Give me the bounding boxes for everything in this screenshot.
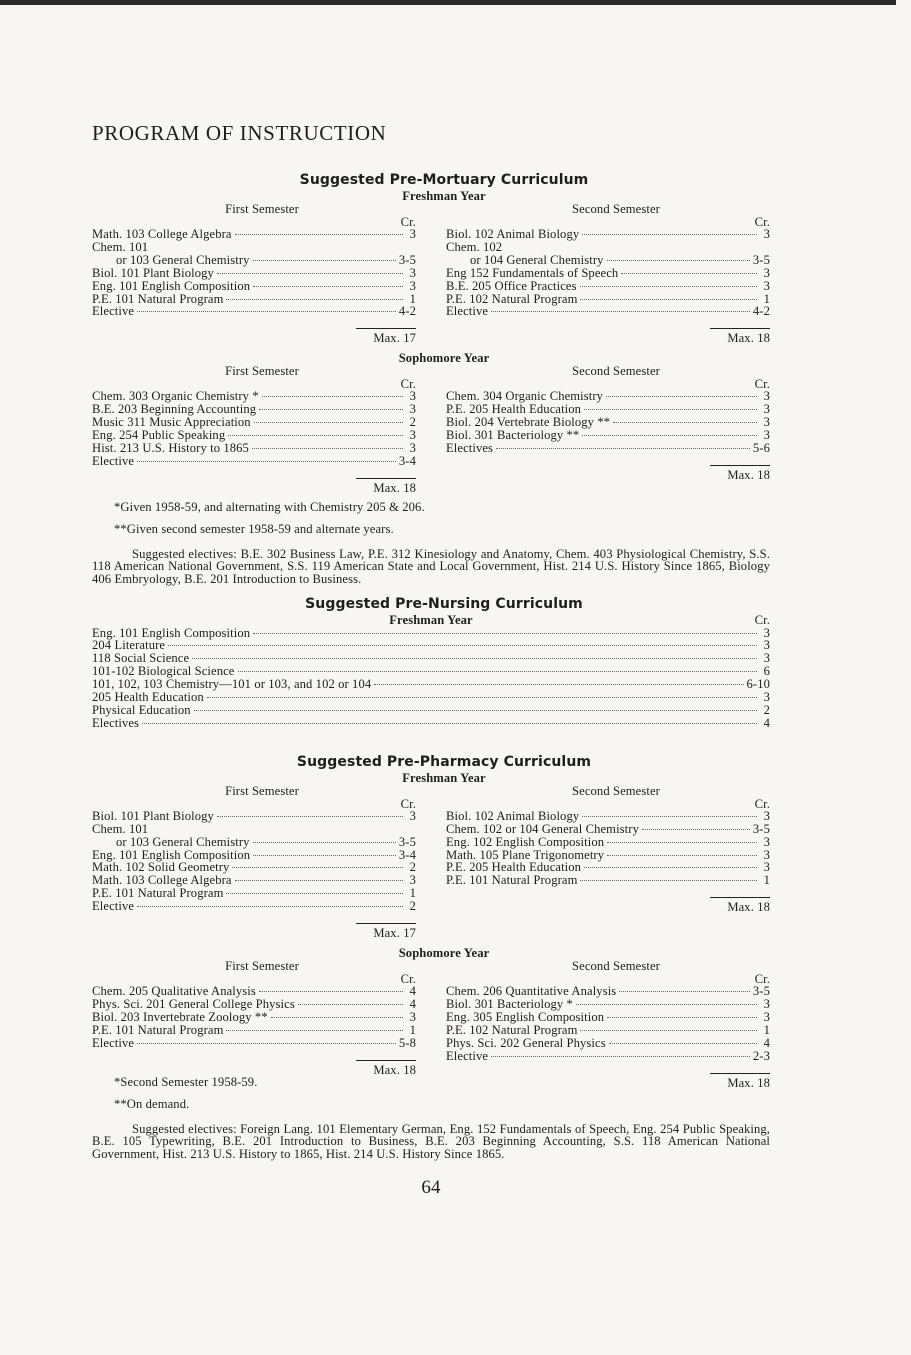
course-row xyxy=(92,810,416,823)
page-number: 64 xyxy=(421,1177,441,1199)
course-row xyxy=(446,241,770,254)
dot-leader xyxy=(217,273,403,274)
course-name: P.E. 205 Health Education xyxy=(446,402,582,417)
course-credits: 1 xyxy=(409,1022,416,1037)
dot-leader xyxy=(298,1004,403,1005)
course-row xyxy=(92,267,416,280)
semester-columns xyxy=(92,960,770,1089)
semester-column xyxy=(92,960,416,1089)
dot-leader xyxy=(606,396,757,397)
course-credits: 2-3 xyxy=(752,1048,770,1063)
course-name: 118 Social Science xyxy=(92,651,190,666)
course-credits: 3 xyxy=(409,440,416,455)
course-row xyxy=(92,280,416,293)
max-credits-row xyxy=(446,1073,770,1090)
course-name: Electives xyxy=(446,440,494,455)
suggested-electives: Suggested electives: B.E. 302 Business Law, P.E. 312 Kinesiology and Anatomy, Chem. 403 Physiological Chemistry, S.S. 118 American National Government, S.S. 119 American State and Local Government, Hist. 214 U.S. History Since 1865, Biology 406 Embryology, B.E. 201 Introduction to Business. xyxy=(92,546,770,586)
course-credits: 3-5 xyxy=(398,834,416,849)
max-credits-row xyxy=(446,328,770,345)
course-name: Hist. 213 U.S. History to 1865 xyxy=(92,440,249,455)
course-credits: 3 xyxy=(763,651,770,666)
year-heading: Sophomore Year xyxy=(398,946,490,961)
course-name: Chem. 206 Quantitative Analysis xyxy=(446,984,617,999)
course-credits: 5-8 xyxy=(398,1035,416,1050)
course-name: Math. 103 College Algebra xyxy=(92,873,232,888)
dot-leader xyxy=(137,906,403,907)
credit-header: Cr. xyxy=(400,377,416,392)
course-name: or 103 General Chemistry xyxy=(116,834,250,849)
course-name: Biol. 301 Bacteriology * xyxy=(446,996,573,1011)
dot-leader xyxy=(137,311,396,312)
dot-leader xyxy=(253,855,396,856)
course-name: P.E. 101 Natural Program xyxy=(92,291,224,306)
course-name: Elective xyxy=(92,453,135,468)
course-name: Chem. 304 Organic Chemistry xyxy=(446,389,604,404)
nursing-year-header xyxy=(92,613,770,627)
course-row xyxy=(446,442,770,455)
course-credits: 3 xyxy=(763,415,770,430)
course-credits: 2 xyxy=(409,860,416,875)
course-name: Math. 103 College Algebra xyxy=(92,227,232,241)
semester-heading: Second Semester xyxy=(572,202,660,216)
dot-leader xyxy=(582,816,757,817)
dot-leader xyxy=(609,1043,757,1044)
max-credits: Max. 18 xyxy=(710,465,770,482)
dot-leader xyxy=(235,234,403,235)
dot-leader xyxy=(228,435,403,436)
dot-leader xyxy=(254,422,403,423)
course-row xyxy=(446,874,770,887)
curriculum-title: Suggested Pre-Pharmacy Curriculum xyxy=(296,753,592,770)
course-row xyxy=(446,1037,770,1050)
max-credits: Max. 18 xyxy=(710,897,770,914)
course-credits: 3 xyxy=(409,227,416,241)
dot-leader xyxy=(580,299,757,300)
course-row xyxy=(92,887,416,900)
dot-leader xyxy=(226,893,403,894)
course-credits: 5-6 xyxy=(752,440,770,455)
course-credits: 3 xyxy=(763,860,770,875)
dot-leader xyxy=(253,842,396,843)
course-credits: 4 xyxy=(409,996,416,1011)
course-credits: 6-10 xyxy=(746,677,770,692)
dot-leader xyxy=(137,461,396,462)
course-name: Chem. 101 xyxy=(92,239,149,254)
max-credits: Max. 18 xyxy=(710,328,770,345)
course-row xyxy=(446,280,770,293)
pre-mortuary-section xyxy=(92,172,770,586)
course-row xyxy=(92,704,770,717)
course-credits: 3-5 xyxy=(752,984,770,999)
course-row xyxy=(92,717,770,730)
course-credits: 3 xyxy=(763,227,770,241)
course-name: Chem. 102 xyxy=(446,239,503,254)
course-row xyxy=(92,823,416,836)
semester-heading: Second Semester xyxy=(572,364,660,379)
course-row xyxy=(446,1011,770,1024)
course-credits: 3 xyxy=(763,690,770,705)
course-name: Biol. 301 Bacteriology ** xyxy=(446,428,580,443)
dot-leader xyxy=(235,880,403,881)
semester-columns xyxy=(92,203,770,345)
credit-header: Cr. xyxy=(754,796,770,811)
course-name: B.E. 205 Office Practices xyxy=(446,278,577,293)
course-credits: 3 xyxy=(763,996,770,1011)
dot-leader xyxy=(253,260,396,261)
max-credits-row xyxy=(446,897,770,914)
course-credits: 3 xyxy=(763,402,770,417)
course-row xyxy=(446,836,770,849)
dot-leader xyxy=(584,409,757,410)
year-heading: Freshman Year xyxy=(389,612,473,627)
course-row xyxy=(92,1037,416,1050)
course-name: Chem. 205 Qualitative Analysis xyxy=(92,984,256,999)
dot-leader xyxy=(217,816,403,817)
course-name: P.E. 102 Natural Program xyxy=(446,291,578,306)
course-row xyxy=(92,639,770,652)
semester-heading: First Semester xyxy=(225,364,299,379)
dot-leader xyxy=(491,311,750,312)
course-name: P.E. 101 Natural Program xyxy=(92,1022,224,1037)
course-name: or 103 General Chemistry xyxy=(116,252,250,267)
course-row xyxy=(446,810,770,823)
max-credits: Max. 18 xyxy=(356,1060,416,1077)
year-heading: Sophomore Year xyxy=(398,351,490,366)
course-credits: 2 xyxy=(409,415,416,430)
semester-column xyxy=(92,203,416,345)
dot-leader xyxy=(259,409,403,410)
course-name: Biol. 101 Plant Biology xyxy=(92,265,214,280)
footnote: *Second Semester 1958-59. xyxy=(114,1074,258,1089)
course-name: Elective xyxy=(92,1035,135,1050)
max-credits-row xyxy=(446,465,770,482)
course-row xyxy=(446,429,770,442)
course-name: Eng. 305 English Composition xyxy=(446,1009,605,1024)
dot-leader xyxy=(226,299,403,300)
course-name: Phys. Sci. 202 General Physics xyxy=(446,1035,606,1050)
dot-leader xyxy=(582,234,757,235)
course-name: P.E. 102 Natural Program xyxy=(446,1022,578,1037)
course-row xyxy=(446,823,770,836)
semester-column xyxy=(92,785,416,940)
course-row xyxy=(446,1024,770,1037)
course-credits: 4-2 xyxy=(398,304,416,319)
course-credits: 1 xyxy=(763,873,770,888)
course-row xyxy=(92,836,416,849)
max-credits-row xyxy=(92,478,416,495)
course-credits: 4 xyxy=(763,715,770,730)
course-credits: 3 xyxy=(763,389,770,404)
max-credits-row xyxy=(92,923,416,940)
course-name: Biol. 101 Plant Biology xyxy=(92,808,214,823)
course-row xyxy=(92,293,416,306)
dot-leader xyxy=(192,658,757,659)
dot-leader xyxy=(207,697,757,698)
dot-leader xyxy=(607,260,750,261)
semester-heading: Second Semester xyxy=(572,783,660,798)
course-name: Phys. Sci. 201 General College Physics xyxy=(92,996,295,1011)
dot-leader xyxy=(271,1017,403,1018)
course-row xyxy=(92,228,416,241)
dot-leader xyxy=(374,684,743,685)
course-row xyxy=(92,254,416,267)
course-credits: 3-5 xyxy=(752,821,770,836)
course-name: Eng 152 Fundamentals of Speech xyxy=(446,265,619,280)
course-name: 101, 102, 103 Chemistry—101 or 103, and 102 or 104 xyxy=(92,677,372,692)
course-name: 204 Literature xyxy=(92,638,166,653)
course-row xyxy=(92,1011,416,1024)
max-credits: Max. 18 xyxy=(356,478,416,495)
course-credits: 3 xyxy=(763,1009,770,1024)
course-row xyxy=(446,998,770,1011)
course-name: Biol. 204 Vertebrate Biology ** xyxy=(446,415,611,430)
credit-header: Cr. xyxy=(754,215,770,229)
dot-leader xyxy=(496,448,750,449)
course-row xyxy=(446,305,770,318)
course-row xyxy=(92,1024,416,1037)
course-credits: 4 xyxy=(409,984,416,999)
max-credits-row xyxy=(92,328,416,345)
semester-heading: First Semester xyxy=(225,202,299,216)
footnote: *Given 1958-59, and alternating with Chemistry 205 & 206. xyxy=(114,499,425,514)
course-credits: 2 xyxy=(409,899,416,914)
year-heading: Freshman Year xyxy=(402,189,486,203)
course-name: Elective xyxy=(92,899,135,914)
course-name: Chem. 102 or 104 General Chemistry xyxy=(446,821,639,836)
course-credits: 3 xyxy=(409,265,416,280)
course-row xyxy=(92,305,416,318)
course-credits: 3 xyxy=(409,1009,416,1024)
semester-column xyxy=(446,785,770,940)
course-credits: 3 xyxy=(763,625,770,640)
dot-leader xyxy=(642,829,750,830)
dot-leader xyxy=(262,396,403,397)
course-credits: 3 xyxy=(409,428,416,443)
course-name: 205 Health Education xyxy=(92,690,204,705)
credit-header: Cr. xyxy=(400,215,416,229)
course-credits: 4-2 xyxy=(752,304,770,319)
course-row xyxy=(92,455,416,468)
dot-leader xyxy=(582,435,757,436)
course-row xyxy=(446,293,770,306)
course-name: Chem. 303 Organic Chemistry * xyxy=(92,389,259,404)
footnote: **Given second semester 1958-59 and alternate years. xyxy=(114,521,394,536)
dot-leader xyxy=(232,867,403,868)
course-name: Biol. 102 Animal Biology xyxy=(446,808,580,823)
semester-heading: First Semester xyxy=(225,783,299,798)
course-name: Eng. 101 English Composition xyxy=(92,847,251,862)
course-name: P.E. 101 Natural Program xyxy=(446,873,578,888)
dot-leader xyxy=(584,867,757,868)
course-credits: 3-4 xyxy=(398,847,416,862)
course-credits: 3 xyxy=(763,265,770,280)
max-credits: Max. 17 xyxy=(356,923,416,940)
semester-column xyxy=(92,365,416,494)
dot-leader xyxy=(576,1004,757,1005)
course-credits: 3 xyxy=(409,278,416,293)
dot-leader xyxy=(194,710,757,711)
course-row xyxy=(446,267,770,280)
course-name: P.E. 101 Natural Program xyxy=(92,886,224,901)
course-row xyxy=(92,691,770,704)
course-row xyxy=(92,627,770,640)
dot-leader xyxy=(142,723,757,724)
course-name: Physical Education xyxy=(92,703,191,717)
credit-header: Cr. xyxy=(400,972,416,987)
credit-header: Cr. xyxy=(754,972,770,987)
course-name: Elective xyxy=(446,1048,489,1063)
semester-columns xyxy=(92,365,770,494)
course-name: Music 311 Music Appreciation xyxy=(92,415,251,430)
credit-header: Cr. xyxy=(400,796,416,811)
course-credits: 3 xyxy=(763,808,770,823)
dot-leader xyxy=(621,273,757,274)
course-list xyxy=(92,627,770,730)
max-credits: Max. 17 xyxy=(356,328,416,345)
semester-column xyxy=(446,960,770,1089)
course-row xyxy=(92,241,416,254)
course-credits: 4 xyxy=(763,1035,770,1050)
course-credits: 1 xyxy=(763,1022,770,1037)
year-heading: Freshman Year xyxy=(402,770,486,785)
footnote: **On demand. xyxy=(114,1096,190,1111)
page-title: PROGRAM OF INSTRUCTION xyxy=(92,121,387,145)
semester-heading: First Semester xyxy=(225,959,299,974)
dot-leader xyxy=(259,991,403,992)
dot-leader xyxy=(238,671,758,672)
course-credits: 3 xyxy=(763,638,770,653)
course-credits: 1 xyxy=(763,291,770,306)
curriculum-title: Suggested Pre-Mortuary Curriculum xyxy=(299,172,589,188)
dot-leader xyxy=(580,286,757,287)
semester-column xyxy=(446,365,770,494)
pre-nursing-section xyxy=(92,596,770,730)
course-name: Math. 105 Plane Trigonometry xyxy=(446,847,605,862)
course-name: B.E. 203 Beginning Accounting xyxy=(92,402,257,417)
course-name: Math. 102 Solid Geometry xyxy=(92,860,230,875)
course-credits: 1 xyxy=(409,291,416,306)
course-credits: 3-5 xyxy=(752,252,770,267)
dot-leader xyxy=(580,1030,757,1031)
course-name: Biol. 203 Invertebrate Zoology ** xyxy=(92,1009,268,1024)
course-credits: 3 xyxy=(409,873,416,888)
course-row xyxy=(446,1050,770,1063)
course-row xyxy=(92,442,416,455)
pre-pharmacy-section xyxy=(92,754,770,1160)
course-name: Eng. 102 English Composition xyxy=(446,834,605,849)
course-credits: 3 xyxy=(763,847,770,862)
dot-leader xyxy=(491,1056,750,1057)
curriculum-title: Suggested Pre-Nursing Curriculum xyxy=(305,595,583,612)
dot-leader xyxy=(252,448,403,449)
course-credits: 3-5 xyxy=(398,252,416,267)
course-name: Eng. 254 Public Speaking xyxy=(92,428,226,443)
course-row xyxy=(92,900,416,913)
course-row xyxy=(446,228,770,241)
course-credits: 1 xyxy=(409,886,416,901)
course-name: Eng. 101 English Composition xyxy=(92,278,251,293)
course-name: 101-102 Biological Science xyxy=(92,664,235,679)
course-name: P.E. 205 Health Education xyxy=(446,860,582,875)
course-row xyxy=(446,254,770,267)
course-credits: 3 xyxy=(763,278,770,293)
course-name: Eng. 101 English Composition xyxy=(92,625,251,640)
course-name: Electives xyxy=(92,715,140,730)
credit-header: Cr. xyxy=(754,612,770,627)
top-rule xyxy=(0,0,896,5)
semester-column xyxy=(446,203,770,345)
course-credits: 6 xyxy=(763,664,770,679)
course-credits: 2 xyxy=(763,703,770,717)
course-credits: 3 xyxy=(409,808,416,823)
dot-leader xyxy=(613,422,757,423)
course-row xyxy=(92,998,416,1011)
course-name: Chem. 101 xyxy=(92,821,149,836)
course-credits: 3 xyxy=(763,428,770,443)
dot-leader xyxy=(607,842,757,843)
course-credits: 3 xyxy=(409,389,416,404)
course-name: Elective xyxy=(92,304,135,319)
course-name: or 104 General Chemistry xyxy=(470,252,604,267)
dot-leader xyxy=(226,1030,403,1031)
semester-columns xyxy=(92,785,770,940)
dot-leader xyxy=(253,633,757,634)
semester-heading: Second Semester xyxy=(572,959,660,974)
dot-leader xyxy=(607,855,757,856)
dot-leader xyxy=(580,880,757,881)
course-name: Biol. 102 Animal Biology xyxy=(446,227,580,241)
dot-leader xyxy=(619,991,750,992)
credit-header: Cr. xyxy=(754,377,770,392)
document-page xyxy=(92,120,770,1199)
dot-leader xyxy=(607,1017,757,1018)
course-credits: 3 xyxy=(409,402,416,417)
dot-leader xyxy=(253,286,403,287)
suggested-electives: Suggested electives: Foreign Lang. 101 Elementary German, Eng. 152 Fundamentals of Speech, Eng. 254 Public Speaking, B.E. 105 Typewriting, B.E. 201 Introduction to Business, B.E. 203 Beginning Accounting, S.S. 118 American National Government, Hist. 213 U.S. History to 1865, Hist. 214 U.S. History Since 1865. xyxy=(92,1121,770,1161)
max-credits: Max. 18 xyxy=(710,1073,770,1090)
dot-leader xyxy=(168,645,757,646)
dot-leader xyxy=(137,1043,396,1044)
course-credits: 3-4 xyxy=(398,453,416,468)
course-name: Elective xyxy=(446,304,489,319)
course-credits: 3 xyxy=(763,834,770,849)
